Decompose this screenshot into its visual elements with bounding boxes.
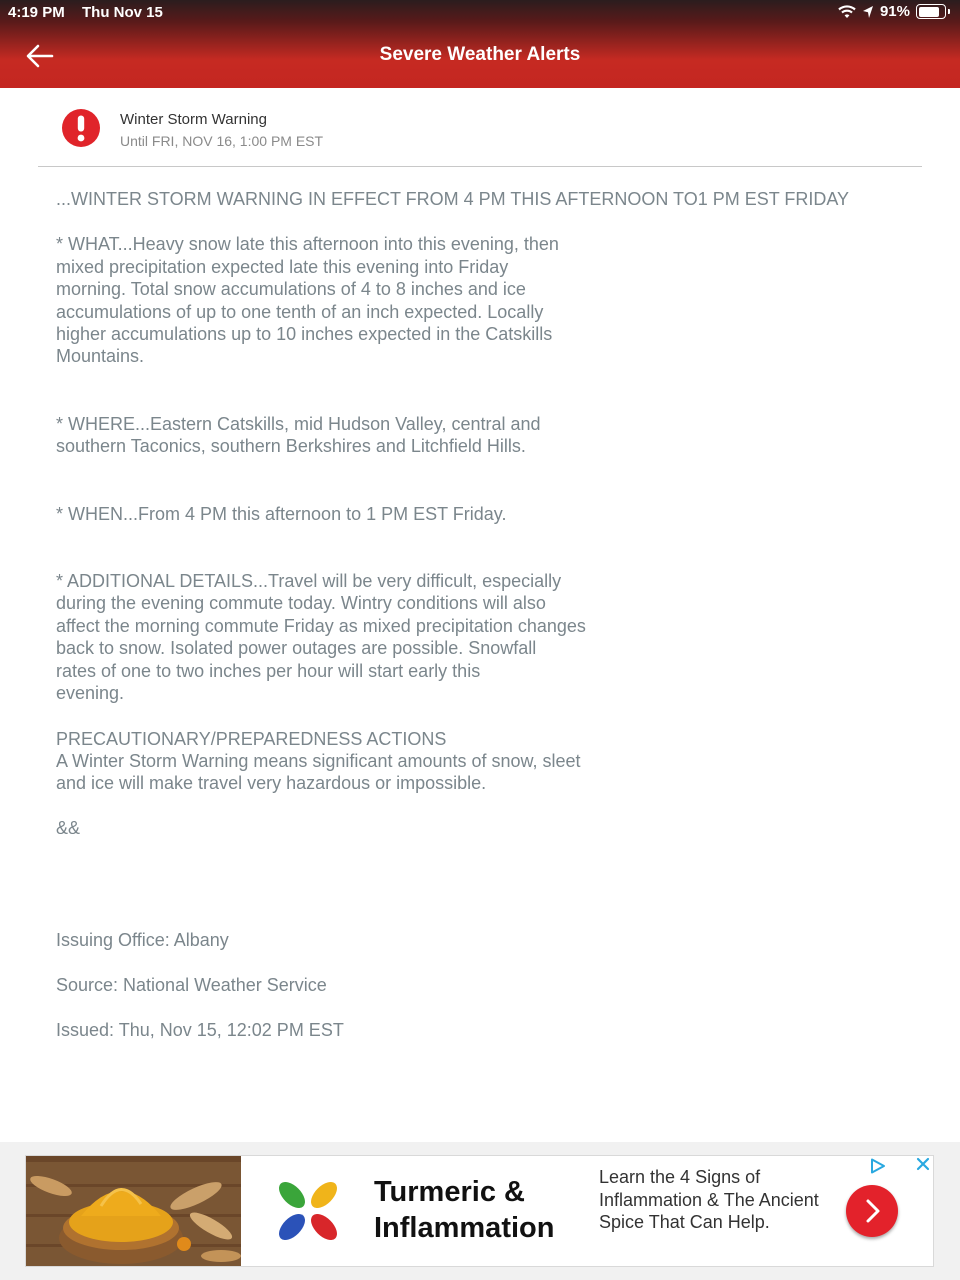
alert-source: Source: National Weather Service — [56, 975, 327, 996]
status-bar — [0, 0, 960, 26]
status-date: Thu Nov 15 — [82, 4, 163, 21]
alert-description — [56, 188, 916, 1064]
battery-percent: 91% — [879, 3, 910, 20]
battery-level — [919, 7, 939, 17]
alert-summary — [38, 100, 922, 167]
ad-description[interactable]: Learn the 4 Signs of Inflammation & The Ancient Spice That Can Help. — [599, 1167, 819, 1232]
turmeric-ad[interactable] — [25, 1155, 934, 1267]
chevron-right-icon — [846, 1185, 898, 1237]
issuing-office: Issuing Office: Albany — [56, 930, 229, 951]
app-header — [0, 0, 960, 88]
alert-expiry: Until FRI, NOV 16, 1:00 PM EST — [120, 133, 324, 149]
alert-additional-details: * ADDITIONAL DETAILS...Travel will be very difficult, especially during the evening commute today. Wintry conditions will also affect the morning commute Friday as mixed precipitation changes back to snow. Isolated power outages are possible. Snowfall rates of one to two inches per hour will start early this evening. — [56, 571, 586, 704]
ad-cta-button[interactable] — [846, 1185, 898, 1237]
adchoices-icon[interactable] — [870, 1158, 886, 1174]
alert-when: * WHEN...From 4 PM this afternoon to 1 PM EST Friday. — [56, 503, 507, 524]
ad-title[interactable]: Turmeric & Inflammation — [374, 1176, 555, 1244]
status-indicators — [838, 3, 950, 20]
ad-logo-icon — [275, 1178, 341, 1244]
battery-tip — [948, 9, 950, 14]
alert-headline: ...WINTER STORM WARNING IN EFFECT FROM 4 PM THIS AFTERNOON TO1 PM EST FRIDAY — [56, 189, 850, 209]
alert-what: * WHAT...Heavy snow late this afternoon into this evening, then mixed precipitation expected late this evening into Friday morning. Total snow accumulations of 4 to 8 inches and ice accumulations of up to one tenth of an inch expected. Locally higher accumulations up to 10 inches expected in the Catskills Mountains. — [56, 234, 559, 367]
alert-terminator: && — [56, 817, 81, 838]
close-icon[interactable] — [916, 1156, 932, 1174]
alert-where: * WHERE...Eastern Catskills, mid Hudson Valley, central and southern Taconics, southern Berkshires and Litchfield Hills. — [56, 413, 541, 457]
ad-image — [26, 1156, 241, 1266]
location-arrow-icon — [862, 5, 874, 19]
alert-name: Winter Storm Warning — [120, 111, 267, 128]
page-title: Severe Weather Alerts — [379, 44, 581, 65]
issued-time: Issued: Thu, Nov 15, 12:02 PM EST — [56, 1019, 344, 1040]
status-time: 4:19 PM — [8, 4, 65, 21]
exclamation-icon — [62, 109, 100, 147]
battery-icon — [916, 4, 946, 19]
wifi-icon — [838, 5, 856, 19]
alert-precautions: PRECAUTIONARY/PREPAREDNESS ACTIONS A Winter Storm Warning means significant amounts of snow, sleet and ice will make travel very hazardous or impossible. — [56, 728, 581, 794]
